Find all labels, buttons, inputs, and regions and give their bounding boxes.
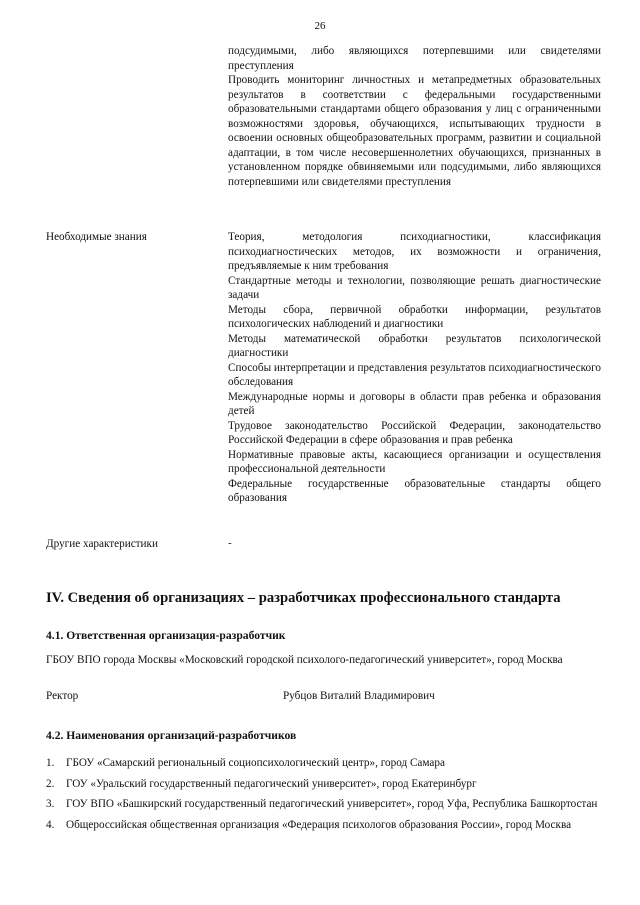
knowledge-item: Нормативные правовые акты, касающиеся организации и осуществления профессиональной деятельности: [228, 448, 601, 475]
list-item-number: 3.: [46, 798, 55, 810]
list-item-text: ГОУ «Уральский государственный педагогический университет», город Екатеринбург: [66, 777, 477, 790]
section-title: IV. Сведения об организациях – разработчиках профессионального стандарта: [46, 590, 561, 606]
list-item: [46, 797, 602, 812]
other-characteristics-value: -: [228, 537, 232, 549]
list-item: [46, 818, 602, 833]
responsible-organization: ГБОУ ВПО города Москвы «Московский городской психолого-педагогический университет», город Москва: [46, 654, 563, 666]
list-item-number: 4.: [46, 818, 55, 831]
knowledge-item: Способы интерпретации и представления результатов психодиагностического обследования: [228, 361, 601, 388]
skill-item: Проводить мониторинг личностных и метапредметных образовательных результатов в соответствии с федеральными государственными образовательными стандартами общего образования у лиц с ограниченными возможностями здоровья, обучающихся, испытывающих трудности в освоении основных общеобразовательных программ, развитии и социальной адаптации, в том числе несовершеннолетних обучающихся, признанных в установленном порядке обвиняемыми или подсудимыми, либо являющихся потерпевшими или свидетелями преступления: [228, 74, 601, 188]
knowledge-item: Методы сбора, первичной обработки информации, результатов психологических наблюдений и диагностики: [228, 303, 601, 330]
knowledge-item: Трудовое законодательство Российской Федерации, законодательство Российской Федерации в сфере образования и прав ребенка: [228, 419, 601, 446]
rector-label: Ректор: [46, 690, 79, 702]
knowledge-label: Необходимые знания: [46, 231, 147, 243]
knowledge-item: Теория, методология психодиагностики, классификация психодиагностических методов, их возможности и ограничения, предъявляемые к ним требования: [228, 231, 601, 272]
knowledge-list: [228, 230, 601, 506]
list-item-text: ГОУ ВПО «Башкирский государственный педагогический университет», город Уфа, Республика Башкортостан: [66, 798, 598, 810]
list-item-number: 1.: [46, 757, 55, 769]
required-skills-tail: [228, 44, 601, 189]
page-number: 26: [314, 20, 326, 32]
list-item-text: ГБОУ «Самарский региональный социопсихологический центр», город Самара: [66, 757, 445, 769]
knowledge-item: Стандартные методы и технологии, позволяющие решать диагностические задачи: [228, 274, 601, 301]
list-item-text: Общероссийская общественная организация «Федерация психологов образования России», город Москва: [66, 818, 572, 831]
skill-item: подсудимыми, либо являющихся потерпевшими или свидетелями преступления: [228, 45, 601, 72]
list-item: [46, 777, 602, 792]
knowledge-item: Методы математической обработки результатов психологической диагностики: [228, 332, 601, 359]
other-characteristics-label: Другие характеристики: [46, 538, 158, 550]
developers-list: [46, 756, 602, 838]
list-item: [46, 756, 602, 771]
knowledge-item: Международные нормы и договоры в области прав ребенка и образования детей: [228, 390, 601, 417]
list-item-number: 2.: [46, 777, 55, 790]
subsection-heading-4-1: 4.1. Ответственная организация-разработчик: [46, 629, 286, 642]
subsection-heading-4-2: 4.2. Наименования организаций-разработчиков: [46, 729, 297, 742]
rector-name: Рубцов Виталий Владимирович: [283, 690, 435, 702]
knowledge-item: Федеральные государственные образовательные стандарты общего образования: [228, 477, 601, 504]
